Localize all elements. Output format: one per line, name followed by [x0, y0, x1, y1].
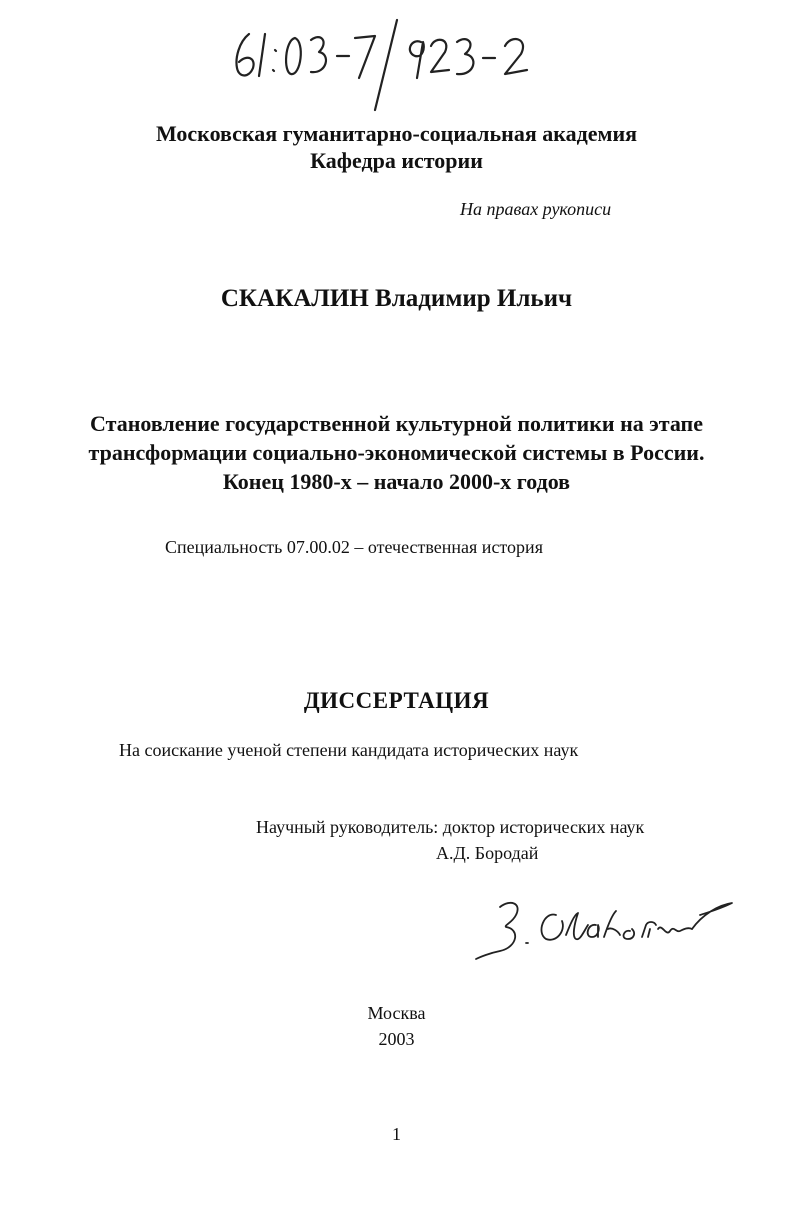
- manuscript-note: На правах рукописи: [460, 199, 612, 219]
- title-line: Становление государственной культурной политики на этапе: [90, 411, 703, 436]
- dissertation-title: [0, 409, 793, 496]
- place-and-year: [0, 1000, 793, 1052]
- supervisor-label: Научный руководитель: доктор исторических наук: [256, 817, 645, 837]
- title-line: Конец 1980-х – начало 2000-х годов: [222, 469, 571, 494]
- page-number: 1: [392, 1124, 401, 1144]
- signature: [470, 885, 740, 965]
- supervisor-name: А.Д. Бородай: [436, 843, 539, 863]
- document-type: ДИССЕРТАЦИЯ: [303, 688, 490, 713]
- degree-line: На соискание ученой степени кандидата исторических наук: [119, 740, 579, 760]
- city: Москва: [367, 1003, 426, 1023]
- supervisor-block: [256, 814, 644, 866]
- title-line: трансформации социально-экономической системы в России.: [88, 440, 705, 465]
- department-name: Кафедра истории: [310, 148, 483, 173]
- year: 2003: [378, 1029, 415, 1049]
- academy-name: Московская гуманитарно-социальная академия: [155, 121, 638, 146]
- institution-block: [0, 120, 793, 174]
- author-name: СКАКАЛИН Владимир Ильич: [220, 285, 573, 312]
- specialty-line: Специальность 07.00.02 – отечественная история: [165, 537, 543, 557]
- handwritten-archive-code: [225, 12, 565, 122]
